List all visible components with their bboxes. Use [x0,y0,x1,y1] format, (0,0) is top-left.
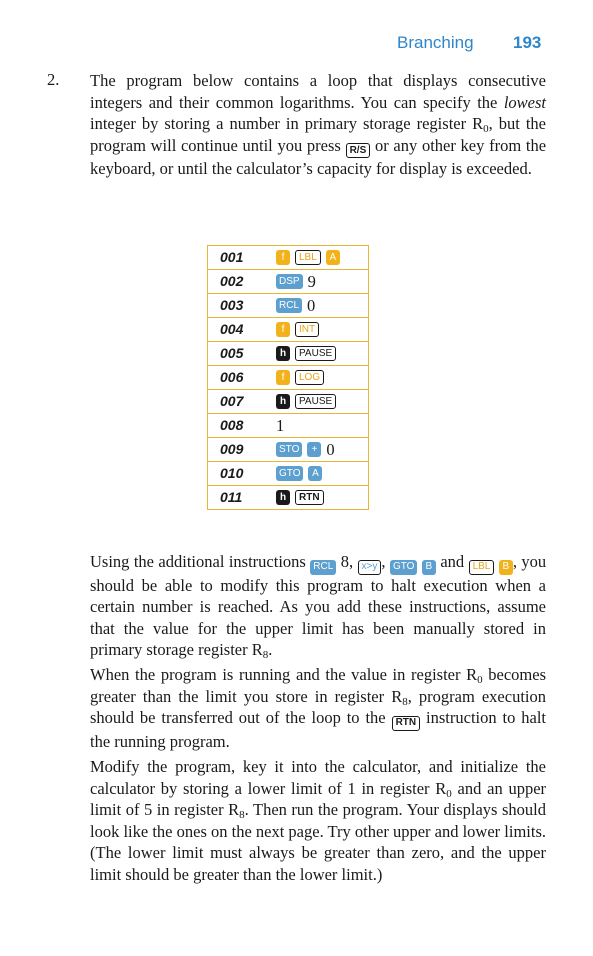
rcl-key-icon: RCL [276,298,302,313]
gto-key-icon: GTO [276,466,303,481]
step-number: 003 [220,297,244,313]
gto-key-icon: GTO [390,560,417,575]
pause-key-icon: PAUSE [295,394,336,409]
step-number: 005 [220,345,244,361]
b-key-icon: B [499,560,513,575]
step-number: 011 [220,489,243,505]
keystrokes [276,393,336,410]
rcl-key-icon: RCL [310,560,336,575]
lbl-key-icon: LBL [469,560,495,575]
item-number: 2. [47,70,60,89]
program-step-row [208,270,368,294]
keystroke-digit: 1 [276,415,285,435]
program-step-row [208,294,368,318]
step-number: 006 [220,369,244,385]
instructions-paragraph: Using the additional instructions RCL 8, x>y , GTO B and LBL B , you should be able to modify this program to halt execution when a certain number is reached. As you add these instructions, assume that the value for the upper limit has been manually stored in primary storage register $R_8$. [90,552,547,661]
program-step-row [208,462,368,486]
condition-paragraph: When the program is running and the value in register $R_0$ becomes greater than the limit you store in register $R_8$, program execution should be transferred out of the loop to the RTN instruction to halt the running program. [90,665,547,751]
intro-paragraph: The program below contains a loop that displays consecutive integers and their common logarithms. You can specify the lowest integer by storing a number in primary storage register $R_0$, but the program will continue until you press R/S or any other key from the keyboard, or until the calculator’s capacity for display is exceeded. [90,71,547,178]
keystrokes [276,489,324,506]
keystroke-digit: 0 [326,439,335,459]
program-listing [207,245,369,510]
step-number: 002 [220,273,244,289]
x-gt-y-key-icon: x>y [358,560,382,575]
step-number: 010 [220,465,244,481]
f-key-icon: f [276,370,290,385]
pause-key-icon: PAUSE [295,346,336,361]
keystroke-digit: 9 [307,271,316,291]
rs-key-icon: R/S [346,143,371,158]
lbl-key-icon: LBL [295,250,321,265]
f-key-icon: f [276,250,290,265]
h-key-icon: h [276,394,290,409]
keystrokes [276,297,315,314]
rtn-key-icon: RTN [295,490,324,505]
plus-key-icon: + [307,442,321,457]
a-key-icon: A [326,250,340,265]
h-key-icon: h [276,490,290,505]
a-key-icon: A [308,466,322,481]
keystrokes [276,249,340,266]
step-number: 009 [220,441,244,457]
h-key-icon: h [276,346,290,361]
step-number: 008 [220,417,244,433]
keystrokes [276,441,335,458]
rtn-key-icon: RTN [392,716,421,731]
program-step-row [208,366,368,390]
dsp-key-icon: DSP [276,274,303,289]
step-number: 007 [220,393,244,409]
keystrokes [276,465,322,482]
program-step-row [208,390,368,414]
sto-key-icon: STO [276,442,302,457]
keystrokes [276,273,316,290]
exercise-paragraph: Modify the program, key it into the calculator, and initialize the calculator by storing a lower limit of 1 in register $R_0$ and an upper limit of 5 in register $R_8$. Then run the program. Your displays should look like the ones on the next page. Try other upper and lower limits. (The lower limit must always be greater than zero, and the upper limit should be greater than the lower limit.) [90,757,547,884]
keystroke-digit: 0 [307,295,316,315]
step-number: 001 [220,249,244,265]
int-key-icon: INT [295,322,319,337]
keystrokes [276,417,284,434]
keystrokes [276,369,324,386]
f-key-icon: f [276,322,290,337]
b-key-icon: B [422,560,436,575]
program-step-row [208,318,368,342]
step-number: 004 [220,321,244,337]
keystrokes [276,321,319,338]
keystrokes [276,345,336,362]
section-title: Branching [397,33,474,52]
page-number: 193 [513,33,542,52]
program-step-row [208,342,368,366]
log-key-icon: LOG [295,370,324,385]
program-step-row [208,414,368,438]
program-step-row [208,438,368,462]
program-step-row [208,486,368,510]
program-step-row [208,246,368,270]
